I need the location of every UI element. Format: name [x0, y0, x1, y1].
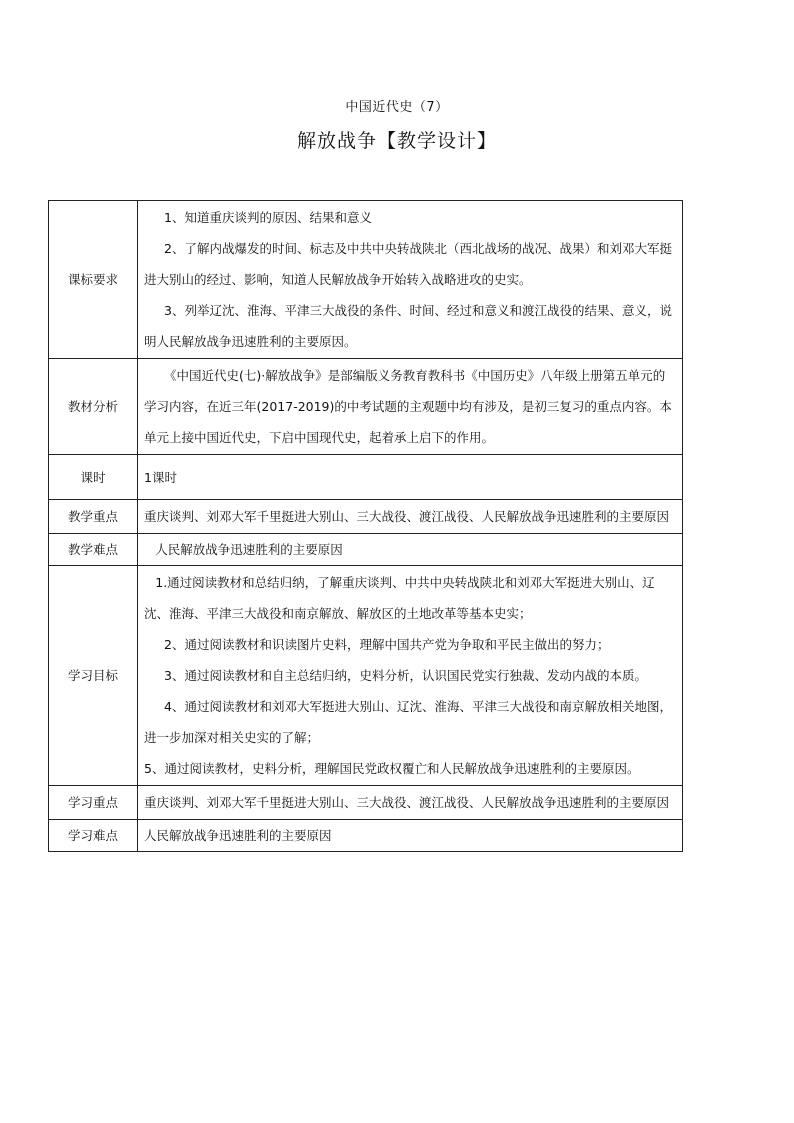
- learning-difficulty-cell: [138, 820, 683, 852]
- teaching-difficulty-cell: [138, 534, 683, 566]
- row-label-learning-objectives: 学习目标: [49, 566, 138, 786]
- row-label-class-hours: 课时: [49, 455, 138, 500]
- teaching-focus-text: 重庆谈判、刘邓大军千里挺进大别山、三大战役、渡江战役、人民解放战争迅速胜利的主要原因: [144, 509, 670, 524]
- row-label-curriculum-requirements: 课标要求: [49, 201, 138, 359]
- objective-item: 2、通过阅读教材和识读图片史料，理解中国共产党为争取和平民主做出的努力；: [164, 637, 610, 652]
- objective-item: 4、通过阅读教材和刘邓大军挺进大别山、辽沈、淮海、平津三大战役和南京解放相关地图，进一步加深对相关史实的了解；: [144, 699, 672, 745]
- row-label-teaching-difficulty: 教学难点: [49, 534, 138, 566]
- teaching-difficulty-text: 人民解放战争迅速胜利的主要原因: [155, 541, 343, 557]
- learning-focus-text: 重庆谈判、刘邓大军千里挺进大别山、三大战役、渡江战役、人民解放战争迅速胜利的主要原因: [144, 795, 670, 810]
- row-label-textbook-analysis: 教材分析: [49, 359, 138, 455]
- document-title: 解放战争【教学设计】: [296, 130, 497, 152]
- teaching-focus-cell: [138, 500, 683, 534]
- table-row: [49, 500, 683, 534]
- textbook-analysis-cell: [138, 359, 683, 455]
- row-label-learning-difficulty: 学习难点: [49, 820, 138, 852]
- learning-focus-cell: [138, 786, 683, 820]
- row-label-learning-focus: 学习重点: [49, 786, 138, 820]
- table-row: [49, 534, 683, 566]
- textbook-analysis-text: 《中国近代史(七)·解放战争》是部编版义务教育教科书《中国历史》八年级上册第五单元的学习内容，在近三年(2017-2019)的中考试题的主观题中均有涉及，是初三复习的重点内容。本单元上接中国近代史，下启中国现代史，起着承上启下的作用。: [144, 368, 672, 445]
- lesson-plan-table: [48, 200, 683, 852]
- learning-difficulty-text: 人民解放战争迅速胜利的主要原因: [144, 827, 332, 843]
- curriculum-item: 1、知道重庆谈判的原因、结果和意义: [164, 210, 372, 225]
- learning-objectives-cell: [138, 566, 683, 786]
- table-row: [49, 359, 683, 455]
- curriculum-requirements-cell: [138, 201, 683, 359]
- table-row: [49, 820, 683, 852]
- class-hours-cell: [138, 455, 683, 500]
- curriculum-item: 3、列举辽沈、淮海、平津三大战役的条件、时间、经过和意义和渡江战役的结果、意义，说明人民解放战争迅速胜利的主要原因。: [144, 303, 672, 349]
- objective-item: 5、通过阅读教材，史料分析，理解国民党政权覆亡和人民解放战争迅速胜利的主要原因。: [144, 761, 640, 776]
- table-row: [49, 566, 683, 786]
- objective-item: 3、通过阅读教材和自主总结归纳，史料分析，认识国民党实行独裁、发动内战的本质。: [164, 668, 647, 683]
- table-row: [49, 786, 683, 820]
- curriculum-item: 2、了解内战爆发的时间、标志及中共中央转战陕北（西北战场的战况、战果）和刘邓大军挺进大别山的经过、影响，知道人民解放战争开始转入战略进攻的史实。: [144, 241, 672, 287]
- objective-item: 1.通过阅读教材和总结归纳，了解重庆谈判、中共中央转战陕北和刘邓大军挺进大别山、辽沈、淮海、平津三大战役和南京解放、解放区的土地改革等基本史实；: [144, 575, 655, 621]
- table-row: [49, 201, 683, 359]
- document-subtitle: 中国近代史（7）: [345, 100, 449, 115]
- class-hours-text: 1课时: [144, 469, 177, 485]
- table-row: [49, 455, 683, 500]
- row-label-teaching-focus: 教学重点: [49, 500, 138, 534]
